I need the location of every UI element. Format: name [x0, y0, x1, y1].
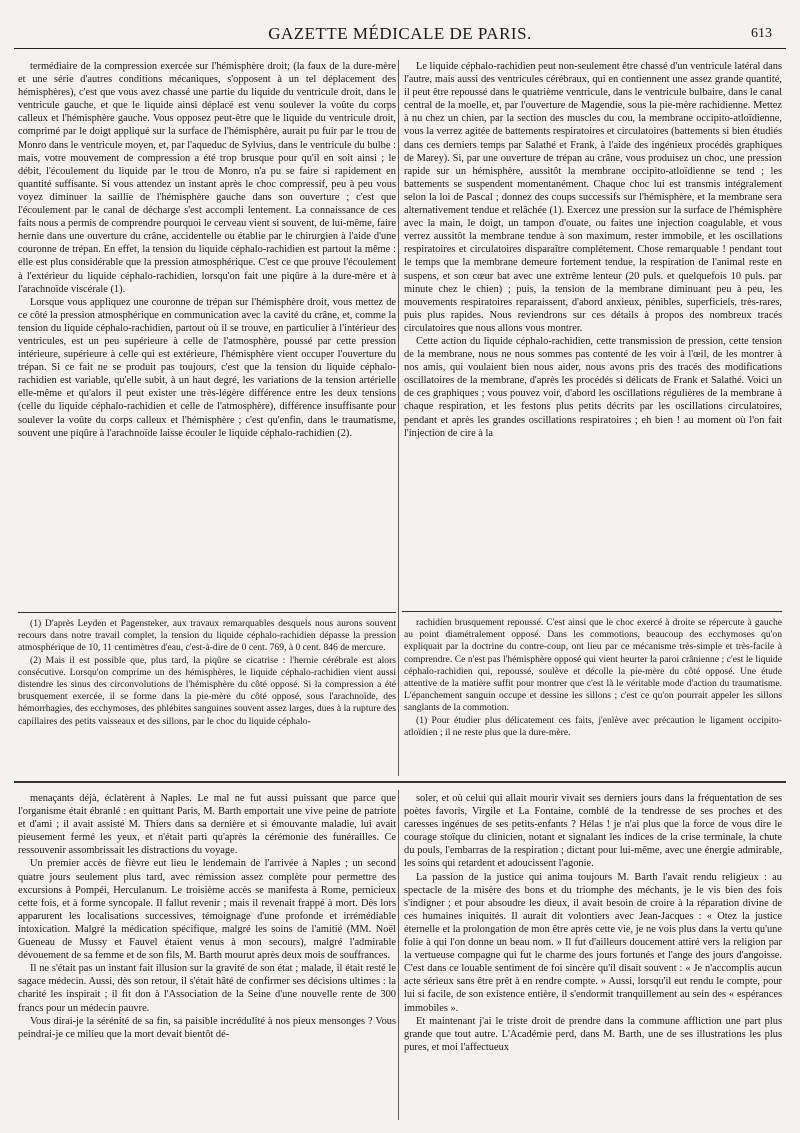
left-paragraph-1: termédiaire de la compression exercée sur l'hémisphère droit; (la faux de la dure-mère et une série d'autres conditions mécaniques, s'opposent à un tel déplacement des hémisphères), c'est que vous avez chassé une partie du liquide du ventricule droit, dans le ventricule gauche, et que le liquide ainsi déplacé est venu soulever la voûte du corps calleux et l'hémisphère gauche. Vous opposez peut-être que le liquide du ventricule droit, comprimé par le doigt appliqué sur la surface de l'hémisphère, aurait pu fuir par le trou de Monro dans le ventricule moyen, et, par l'aqueduc de Sylvius, dans le ventricule du bulbe : mais, votre mouvement de compression a été trop brusque pour qu'il en soit ainsi ; le débit, l'écoulement du liquide par le trou de Monro, n'a pu se faire si rapidement en quantité suffisante. Si vous attendez un instant après le choc compressif, peu à peu vous voyez diminuer la saillie de l'hémisphère gauche dans son ouverture ; c'est que l'écoulement par le canal de décharge s'est accompli lentement. La connaissance de ces faits nous a permis de comprendre pourquoi le cerveau vient si souvent, de lui-même, faire hernie dans une ouverture du crâne, accidentelle ou établie par le chirurgien à l'aide d'une couronne de trépan. En effet, la tension du liquide céphalo-rachidien est partout la même : elle est plus considérable que la pression atmosphérique. C'est ce que prouve l'écoulement à l'extérieur du liquide céphalo-rachidien, lorsqu'on fait une piqûre à la dure-mère et à l'arachnoïde viscérale (1).	[18, 61, 396, 295]
obituary-paragraph-2: Un premier accès de fièvre eut lieu le lendemain de l'arrivée à Naples ; un second quatre jours seulement plus tard, avec rémission assez complète pour permettre des excursions à Pompéi, Herculanum. Le troisième accès se manifesta à Rome, pernicieux cette fois, et à forme syncopale. Il fallut revenir ; mais il revenait frappé à mort. Dès lors apparurent les localisations successives, témoignage d'une profonde et irrémédiable intoxication. Malgré la médication spécifique, malgré les soins de l'amitié (MM. Noël Gueneau de Mussy et Fauvel étaient venus à mon secours), malgré l'admirable dévouement de sa femme et de son fils, M. Barth mourut après deux mois de souffrances.	[18, 858, 396, 962]
footnote-rule-left	[18, 612, 396, 613]
right-footnote-continuation: rachidien brusquement repoussé. C'est ainsi que le choc exercé à droite se répercute à gauche au point diamétralement opposé. Dans les commotions, beaucoup des ecchymoses qu'on expliquait par la doctrine du contre-coup, ont lieu par ce mécanisme très-simple et très-facile à comprendre. Ce n'est pas l'hémisphère opposé qui vient heurter la paroi crânienne ; c'est le liquide céphalo-rachidien qui, repoussé, soulève et décolle la pie-mère du côté opposé. Une étude attentive de la matière suffit pour montrer que c'est là le véritable mode d'action du traumatisme. L'épanchement sanguin occupe et dessine les sillons ; c'est ce qu'on pourrait appeler les sillons sanglants de la commotion.	[404, 617, 782, 714]
left-footnotes	[18, 618, 396, 776]
right-footnotes	[404, 617, 782, 776]
page-number: 613	[751, 26, 772, 41]
footnote-rule-right	[402, 611, 782, 612]
column-divider-bottom	[398, 790, 399, 1120]
right-footnote-1: (1) Pour étudier plus délicatement ces faits, j'enlève avec précaution le ligament occipito-atloïdien ; il ne reste plus que la dure-mère.	[404, 714, 782, 738]
page-header	[14, 22, 786, 49]
obituary-paragraph-3: Il ne s'était pas un instant fait illusion sur la gravité de son état ; malade, il était resté le sagace médecin. Aussi, dès son retour, il s'était hâté de confirmer ses décisions ultimes : la charité les inspirait ; il fit don à l'Association de la Seine d'une nouvelle rente de 300 francs pour un médecin pauvre.	[18, 963, 396, 1014]
right-paragraph-2: Cette action du liquide céphalo-rachidien, cette transmission de pression, cette tension de la membrane, nous ne nous sommes pas contenté de les voir à l'œil, de les montrer à nos amis, qui voulaient bien nous aider, nous avons pris des tracés des modifications oscillatoires de la membrane, d'après les procédés si délicats de Frank et Salathé. Voici un de ces graphiques ; vous pouvez voir, d'abord les oscillations régulières de la membrane à chaque respiration, et les festons plus petits décrits par les oscillations circulatoires, pendant et après les grandes oscillations respiratoires ; eh bien ! au moment où l'on fait l'injection de cire à la	[404, 335, 782, 439]
right-column-bottom	[404, 792, 782, 1122]
obituary-paragraph-5: soler, et où celui qui allait mourir vivait ses derniers jours dans la fréquentation de ses poètes favoris, Virgile et La Fontaine, comblé de la tendresse de ses proches et des caresses ingénues de ses petits-enfants ? Hélas ! je n'ai plus que la force de vous dire le courage stoïque du clinicien, notant et signalant les indices de la crise terminale, la chute du pouls, l'embarras de la respiration ; dictant pour lui-même, avec une énergie admirable, les soins qui retardent et adoucissent l'agonie.	[404, 793, 782, 870]
left-column-bottom	[18, 792, 396, 1122]
obituary-paragraph-7: Et maintenant j'ai le triste droit de prendre dans la commune affliction une part plus grande que tout autre. L'Académie perd, dans M. Barth, une de ses illustrations les plus pures, et moi l'affectueux	[404, 1015, 782, 1053]
section-divider	[14, 781, 786, 783]
obituary-paragraph-6: La passion de la justice qui anima toujours M. Barth l'avait rendu religieux : au spectacle de la misère des bons et du triomphe des méchants, je le vis bien des fois s'indigner ; et pour absoudre les dieux, il avait besoin de croire à la réparation divine de ces humaines iniquités. Il aurait dit volontiers avec Jean-Jacques : « Otez la justice éternelle et la prolongation de mon être après cette vie, je ne vois plus dans la vertu qu'une folie à qui l'on donne un beau nom. » Il fut d'ailleurs doucement attiré vers la religion par la vertueuse compagne qui fut le charme des jours fortunés et l'ange des jours d'angoisse. C'est dans ce louable sentiment de foi sincère qu'il disait souvent : « Je n'accomplis aucun acte sérieux sans être prêt à en rendre compte. » Aussi, lorsqu'il eut rendu le compte, pour lui si facile, de son existence entière, il s'endormit tranquillement au sein des « espérances immobiles ».	[404, 871, 782, 1014]
obituary-paragraph-1: menaçants déjà, éclatèrent à Naples. Le mal ne fut aussi puissant que parce que l'organisme était ébranlé : en quittant Paris, M. Barth emportait une vive peine de patriote et d'ami ; il avait assisté M. Thiers dans sa dernière et si émouvante maladie, lui avait pieusement fermé les yeux, et n'était parti qu'après la cérémonie des funérailles. Ce ressouvenir assombrissait les distractions du voyage.	[18, 793, 396, 857]
right-column-top	[404, 60, 782, 608]
journal-title: GAZETTE MÉDICALE DE PARIS.	[268, 24, 532, 43]
obituary-paragraph-4: Vous dirai-je la sérénité de sa fin, sa paisible incrédulité à nos pieux mensonges ? Vous peindrai-je ce milieu que la mort devait bientôt dé-	[18, 1015, 396, 1040]
column-divider-top	[398, 60, 399, 776]
left-column-top	[18, 60, 396, 608]
left-footnote-1: (1) D'après Leyden et Pagensteker, aux travaux remarquables desquels nous aurons souvent recours dans notre travail complet, la tension du liquide céphalo-rachidien dépasse la pression atmosphérique de 10, 11 centimètres d'eau, c'est-à-dire de 0 cent. 769, à 0 cent. 846 de mercure.	[18, 618, 396, 654]
left-footnote-2: (2) Mais il est possible que, plus tard, la piqûre se cicatrise : l'hernie cérébrale est alors consécutive. Lorsqu'on comprime un des hémisphères, le liquide céphalo-rachidien vient aussi distendre les sinus des circonvolutions de l'hémisphère du côté opposé. Si la compression a été brusquement exercée, il se forme dans la pie-mère du côté opposé, sous l'arachnoïde, des hémorrhagies, des ecchymoses, des phlébites sanguines souvent assez larges, dues à la rupture des capillaires des petits vaisseaux et des sillons, par le choc du liquide céphalo-	[18, 654, 396, 727]
right-paragraph-1: Le liquide céphalo-rachidien peut non-seulement être chassé d'un ventricule latéral dans l'autre, mais aussi des ventricules cérébraux, qui en contiennent une assez grande quantité, il peut être repoussé dans le quatrième ventricule, dans le ventricule bulbaire, dans le canal central de la moelle, et, par l'ouverture de Magendie, sous la pie-mère rachidienne. Mettez à nu chez un chien, par la section des muscles du cou, la membrane occipito-atloïdienne, vous la verrez agitée de battements respiratoires et circulatoires (battements si bien étudiés dans ces derniers temps par Salathé et Frank, à l'aide des ingénieux procédés graphiques de Marey). Si, par une ouverture de trépan au crâne, vous produisez un choc, une pression rapide sur un hémisphère, aussitôt la membrane occipito-atloïdienne se tend ; les battements se suspendent momentanément. Chaque choc lui est transmis intégralement selon la loi de Pascal ; donnez des coups successifs sur l'hémisphère, et la membrane sera alternativement tendue et relâchée (1). Exercez une pression sur la surface de l'hémisphère avec la main, le doigt, un tampon d'ouate, ou faites une injection coagulable, et vous verrez aussitôt la membrane tendue à son maximum, rester immobile, et les oscillations respiratoires et circulatoires disparaître complétement. Chose remarquable ! pendant tout le temps que la membrane demeure fortement tendue, la respiration de l'animal reste en suspens, et son cœur bat avec une extrême lenteur (20 puls. et quelquefois 10 puls. par minute chez le chien) ; puis, la tension de la membrane diminuant peu à peu, les mouvements respiratoires reparaissent, d'abord anxieux, pénibles, superficiels, très-rares, puis plus rapides. Nous reviendrons sur ces détails à propos des nombreux tracés circulatoires que nous allons vous montrer.	[404, 61, 782, 334]
left-paragraph-2: Lorsque vous appliquez une couronne de trépan sur l'hémisphère droit, vous mettez de ce côté la pression atmosphérique en communication avec la cavité du crâne, et, comme la tension du liquide céphalo-rachidien, partout où il se trouve, en particulier à l'intérieur des ventricules, est un peu supérieure à celle de l'atmosphère, poussé par cette pression intérieure, supérieure à celle qui est extérieure, l'hémisphère vient occuper l'ouverture du trépan. Si ce fait ne se produit pas toujours, c'est que la tension du liquide céphalo-rachidien est variable, qu'elle subit, à un haut degré, les variations de la tension artérielle elle-même et qu'alors il peut exister une très-légère différence entre les deux tensions (celle du liquide céphalo-rachidien et celle de l'atmosphère), différence insuffisante pour soulever la voûte du corps calleux et l'hémisphère ; c'est qu'enfin, dans le traumatisme, souvent une piqûre à l'arachnoïde laisse écouler le liquide céphalo-rachidien (2).	[18, 296, 396, 439]
